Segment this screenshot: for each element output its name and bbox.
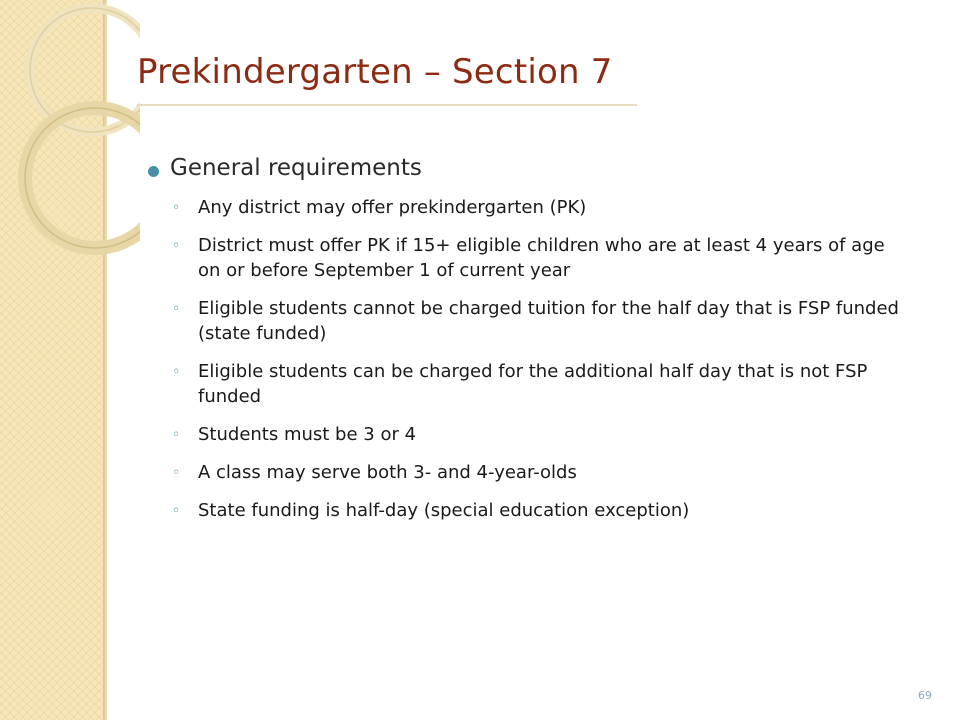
title-underline (137, 104, 637, 106)
heading-text: General requirements (170, 155, 422, 181)
bullet-heading (148, 155, 908, 181)
list-item: ◦ Students must be 3 or 4 (148, 422, 908, 447)
ring-bullet-icon: ◦ (172, 427, 181, 443)
list-item: ◦ Eligible students can be charged for the additional half day that is not FSP funded (172, 361, 868, 407)
slide-title: Prekindergarten – Section 7 (137, 52, 613, 92)
ring-bullet-icon: ◦ (172, 503, 181, 519)
page-number: 69 (918, 689, 932, 702)
sub-bullet-list (148, 195, 908, 523)
list-item: ◦ Any district may offer prekindergarten (PK) (148, 195, 908, 220)
list-item: ◦ State funding is half-day (special education exception) (148, 498, 908, 523)
ring-bullet-icon: ◦ (172, 200, 181, 216)
slide-body (148, 155, 908, 536)
list-item: ◦ Eligible students cannot be charged tuition for the half day that is FSP funded (state funded) (172, 298, 899, 344)
decorative-rings (0, 0, 140, 300)
list-item: ◦ A class may serve both 3- and 4-year-olds (148, 460, 908, 485)
ring-bullet-icon: ◦ (172, 301, 181, 317)
list-item: ◦ District must offer PK if 15+ eligible children who are at least 4 years of age on or before September 1 of current year (172, 235, 885, 281)
ring-bullet-icon: ◦ (172, 465, 181, 481)
ring-bullet-icon: ◦ (172, 238, 181, 254)
ring-bullet-icon: ◦ (172, 364, 181, 380)
bullet-dot-icon (148, 166, 159, 177)
